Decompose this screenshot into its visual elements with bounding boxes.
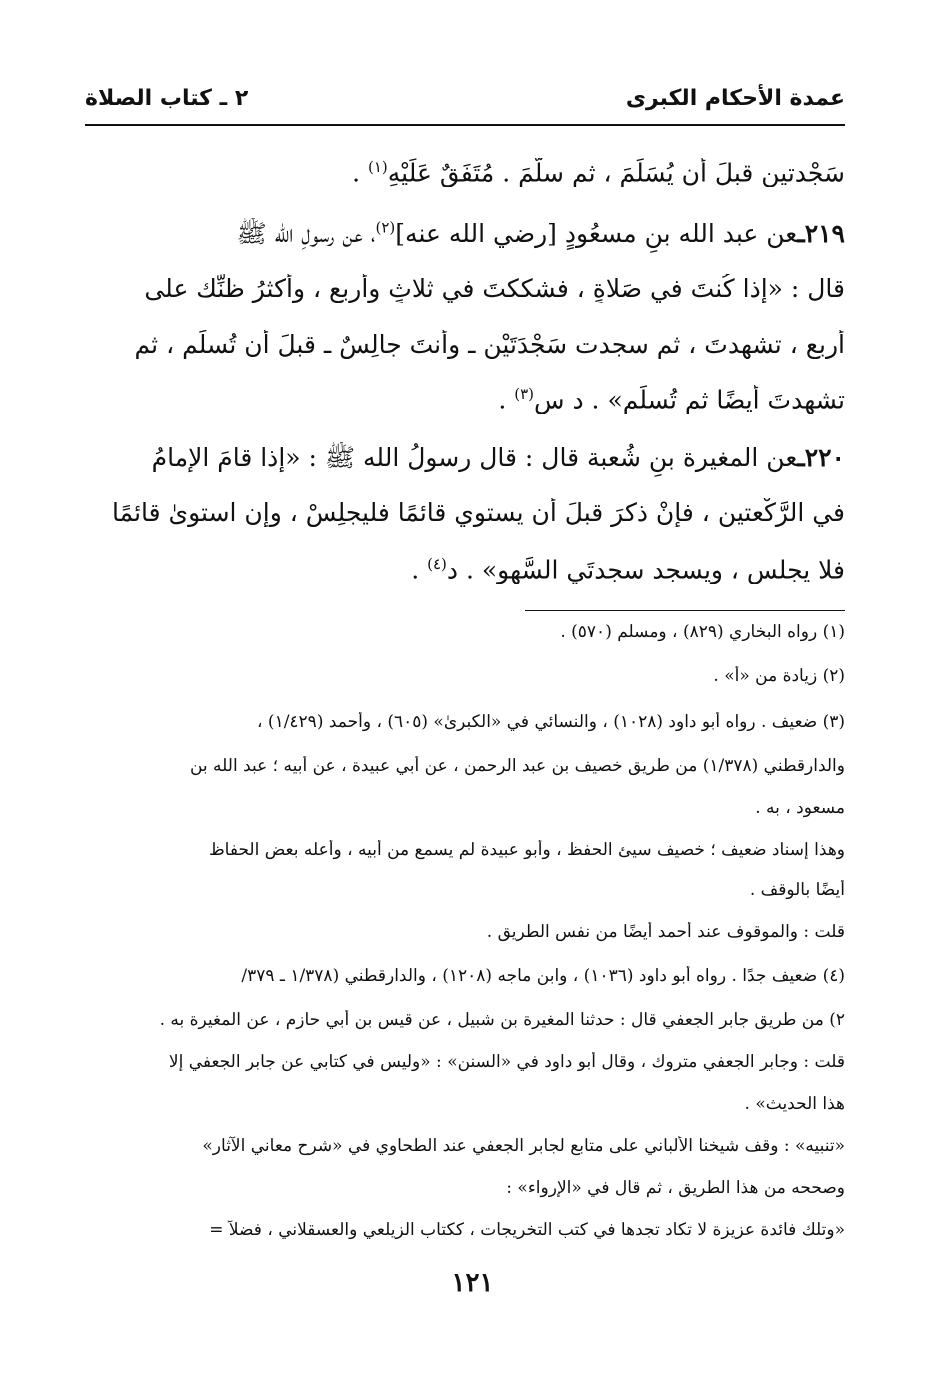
footnote-3-line-4: وهذا إسناد ضعيف ؛ خصيف سيئ الحفظ ، وأبو عبيدة لم يسمع من أبيه ، وأعله بعض الحفاظ (208, 840, 845, 860)
hadith-220-line-1: ٢٢٠ـعن المغيرة بنِ شُعبة قال : قال رسولُ الله ﷺ : «إذا قامَ الإمامُ (151, 443, 845, 472)
hadith-number-219: ٢١٩ـ (797, 219, 845, 248)
footnote-4-line-7: «وتلك فائدة عزيزة لا تكاد تجدها في كتب التخريجات ، ككتاب الزيلعي والعسقلاني ، فضلاً = (209, 1220, 845, 1240)
footnote-ref-2: (٢) (375, 218, 396, 237)
hadith-219-line-1: ٢١٩ـعن عبد الله بنِ مسعُودٍ [رضي الله عنه]$^{(٢)}$، عن رسولِ الله ﷺ (236, 218, 845, 248)
footnote-ref-3: (٣) (514, 385, 534, 403)
hadith-number-220: ٢٢٠ـ (797, 443, 845, 472)
book-title: عمدة الأحكام الكبرى (625, 86, 845, 111)
footnote-3-line-1: (٣) ضعيف . رواه أبو داود (١٠٢٨) ، والنسائي في «الكبرىٰ» (٦٠٥) ، وأحمد (١/٤٢٩) ، (257, 712, 845, 732)
footnote-4-line-3: قلت : وجابر الجعفي متروك ، وقال أبو داود في «السنن» : «وليس في كتابي عن جابر الجعفي إلا (168, 1052, 845, 1072)
chapter-title: ٢ ـ كتاب الصلاة (85, 86, 249, 111)
footnote-ref-1: (١) (368, 158, 388, 176)
footnote-4-line-4: هذا الحديث» . (744, 1094, 845, 1114)
footnote-4-line-2: ٢) من طريق جابر الجعفي قال : حدثنا المغيرة بن شبيل ، عن قيس بن أبي حازم ، عن المغيرة به . (159, 1010, 845, 1030)
text-line-5: تشهدتَ أيضًا ثم تُسلِّم» . د س$^{(٣)}$ . (498, 385, 845, 415)
footnote-1: (١) رواه البخاري (٨٢٩) ، ومسلم (٥٧٠) . (560, 622, 845, 642)
footnote-ref-4: (٤) (427, 555, 447, 573)
page-number: ١٢١ (451, 1268, 494, 1298)
footnote-4-line-1: (٤) ضعيف جدًا . رواه أبو داود (١٠٣٦) ، وابن ماجه (١٢٠٨) ، والدارقطني (١/٣٧٨ ـ ٣٧٩/ (241, 966, 845, 986)
footnote-4-line-5: «تنبيه» : وقف شيخنا الألباني على متابع لجابر الجعفي عند الطحاوي في «شرح معاني الآثار» (202, 1136, 845, 1156)
footnote-3-line-5: أيضًا بالوقف . (749, 880, 845, 900)
text-line-1: سَجْدتينِ قبلَ أن يُسَلِّمَ ، ثم سلَّمَ . مُتَفَقٌ عَلَيْهِ$^{(١)}$ . (352, 158, 845, 188)
footnote-3-line-2: والدارقطني (١/٣٧٨) من طريق خصيف بن عبد الرحمن ، عن أبي عبيدة ، عن أبيه ؛ عبد الله بن (189, 756, 845, 776)
text-line-3: قال : «إذا كُنتَ في صَلاةٍ ، فشككتَ في ثلاثٍ وأربعٍ ، وأكثرُ ظنِّك على (144, 274, 845, 303)
running-header (85, 86, 845, 122)
text-line-7: في الرَّكْعتينِ ، فإنْ ذكرَ قبلَ أن يستوي قائمًا فليجلِسْ ، وإن استوىٰ قائمًا (112, 498, 845, 527)
footnote-3-line-6: قلت : والموقوف عند أحمد أيضًا من نفس الطريق . (486, 922, 845, 942)
header-rule (85, 124, 845, 126)
footnote-separator (525, 610, 845, 611)
text-line-8: فلا يجلس ، ويسجد سجدتَي السَّهوِ» . د$^{(٤)}$ . (411, 555, 845, 585)
footnote-4-line-6: وصححه من هذا الطريق ، ثم قال في «الإرواء» : (506, 1178, 845, 1198)
text-line-4: أربعٍ ، تشهدتَ ، ثم سجدت سَجْدَتَيْنِ ـ وأنتَ جالِسٌ ـ قبلَ أن تُسلِّم ، ثم (134, 330, 845, 359)
footnote-2: (٢) زيادة من «أ» . (713, 666, 845, 686)
footnote-3-line-3: مسعود ، به . (755, 798, 845, 818)
